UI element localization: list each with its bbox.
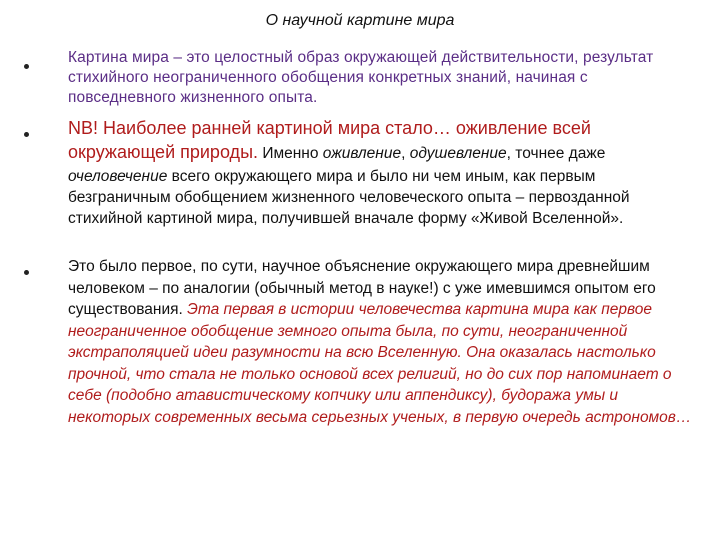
bullet-2-t3: , точнее даже <box>506 145 606 162</box>
slide-title: О научной картине мира <box>265 12 455 29</box>
bullet-1 <box>48 48 698 108</box>
bullet-2-it1: оживление <box>322 145 402 162</box>
bullet-3-text <box>48 256 698 428</box>
bullet-2-nb-text: NB! Наиболее ранней картиной мира стало… оживление всей окружающей природы. <box>68 118 591 162</box>
bullet-2-text <box>48 116 698 166</box>
bullet-2 <box>48 116 698 229</box>
bullet-3-plain: Это было первое, по сути, научное объяснение окружающего мира древнейшим человеком – по аналогии (обычный метод в науке!) с уже имевшимся опытом его существования. <box>68 258 656 318</box>
bullet-2-t2: , <box>401 145 410 162</box>
bullet-marker-1 <box>24 58 32 66</box>
bullet-1-text: Картина мира – это целостный образ окружающей действительности, результат стихийного неограниченного обобщения конкретных знаний, начиная с повседневного жизненного опыта. <box>68 49 654 106</box>
bullet-2-body <box>48 166 698 229</box>
bullet-3-red: Эта первая в истории человечества картина мира как первое неограниченное обобщение земного опыта была, по сути, неограниченной экстраполяцией идеи разумности на всю Вселенную. Она оказалась настолько прочной, что стала не только основой всех религий, но до сих пор напоминает о себе (подобно атавистическому копчику или аппендиксу), будоража умы и некоторых современных весьма серьезных ученых, в первую очередь астрономов… <box>68 301 692 426</box>
bullet-marker-2 <box>24 126 32 134</box>
bullet-2-it2: одушевление <box>409 145 507 162</box>
bullet-2-it3: очеловечение <box>68 168 168 185</box>
bullet-2-t1: Именно <box>258 145 323 162</box>
bullet-3 <box>48 256 698 428</box>
bullet-marker-3 <box>24 264 32 272</box>
bullet-2-t4: всего окружающего мира и было ни чем иным, как первым безграничным обобщением жизненного человеческого опыта – первозданной стихийной картиной мира, получившей вначале форму «Живой Вселенной». <box>68 168 630 227</box>
